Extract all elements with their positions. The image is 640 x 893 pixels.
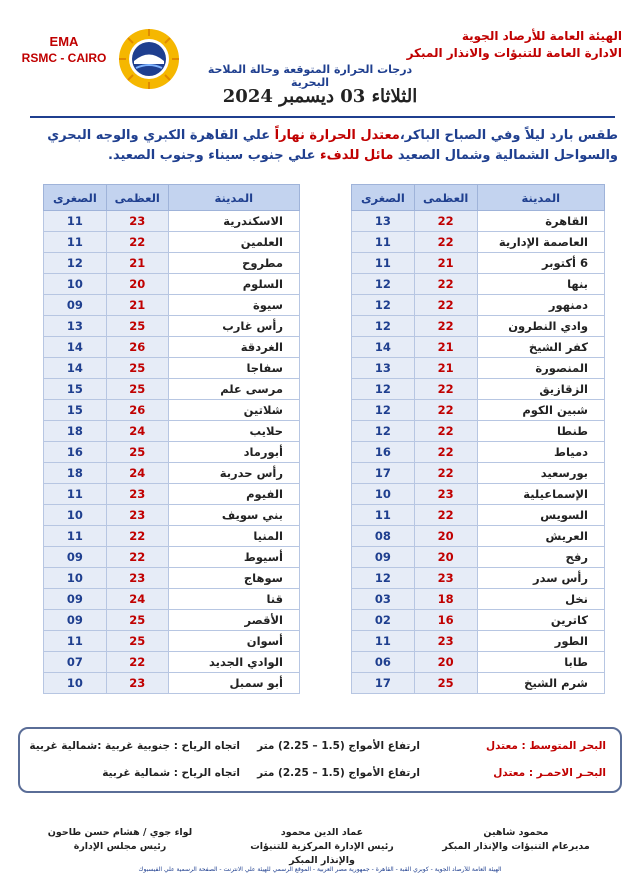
table-row <box>44 631 300 652</box>
signature-title: رئيس مجلس الإدارة <box>73 841 167 852</box>
table-row <box>44 526 300 547</box>
mediterranean-state: البحر المتوسط : معتدل <box>485 740 606 752</box>
table-row <box>44 337 300 358</box>
city-cell: الاسكندرية <box>168 211 299 232</box>
max-temp-cell: 24 <box>106 421 168 442</box>
city-cell: مطروح <box>168 253 299 274</box>
table-header-row <box>44 185 300 211</box>
min-temp-cell: 16 <box>44 442 107 463</box>
table-row <box>352 652 605 673</box>
table-row <box>44 295 300 316</box>
table-row <box>44 232 300 253</box>
weather-summary <box>18 126 618 166</box>
sea-conditions-box <box>18 727 622 793</box>
min-temp-cell: 09 <box>44 589 107 610</box>
city-cell: أبو سمبل <box>168 673 299 694</box>
max-temp-cell: 26 <box>106 400 168 421</box>
org-header <box>382 28 622 62</box>
city-cell: شرم الشيخ <box>477 673 604 694</box>
city-cell: رفح <box>477 547 604 568</box>
city-cell: دمنهور <box>477 295 604 316</box>
table-row <box>352 463 605 484</box>
city-cell: سيوة <box>168 295 299 316</box>
max-temp-cell: 21 <box>106 253 168 274</box>
city-cell: بني سويف <box>168 505 299 526</box>
city-cell: الطور <box>477 631 604 652</box>
table-row <box>352 253 605 274</box>
table-row <box>352 232 605 253</box>
max-temp-cell: 25 <box>414 673 477 694</box>
red-sea-waves: ارتفاع الأمواج (1.5 – 2.25) متر <box>257 767 420 779</box>
max-temp-cell: 24 <box>106 463 168 484</box>
max-temp-cell: 25 <box>106 442 168 463</box>
city-cell: الإسماعيلية <box>477 484 604 505</box>
max-temp-cell: 22 <box>414 400 477 421</box>
city-header: المدينة <box>477 185 604 211</box>
table-row <box>352 505 605 526</box>
signature-name: عماد الدين محمود <box>280 827 364 838</box>
min-temp-cell: 12 <box>44 253 107 274</box>
min-temp-cell: 11 <box>352 505 415 526</box>
min-temp-cell: 12 <box>352 379 415 400</box>
city-cell: بورسعيد <box>477 463 604 484</box>
max-temp-cell: 22 <box>414 295 477 316</box>
city-cell: مرسى علم <box>168 379 299 400</box>
ema-label <box>14 34 114 65</box>
city-cell: طنطا <box>477 421 604 442</box>
max-temp-cell: 20 <box>414 526 477 547</box>
city-cell: الفيوم <box>168 484 299 505</box>
signature-name: لواء جوي / هشام حسن طاحون <box>47 827 193 838</box>
min-temp-cell: 10 <box>44 505 107 526</box>
min-temp-cell: 14 <box>44 358 107 379</box>
mediterranean-wind: اتجاه الرياح : جنوبية غربية :شمالية غربية <box>29 740 240 752</box>
city-cell: دمياط <box>477 442 604 463</box>
red-sea-row <box>20 767 620 785</box>
footer-contact: الهيئة العامة للأرصاد الجوية - كوبري القبة - القاهرة - جمهورية مصر العربية - الموقع الرسمي للهيئة علي الانترنت - الصفحة الرسمية علي الفيسبوك <box>138 866 502 873</box>
city-cell: رأس غارب <box>168 316 299 337</box>
min-temp-cell: 09 <box>44 547 107 568</box>
signature-title: رئيس الإدارة المركزية للتنبؤات والإنذار المبكر <box>250 841 394 866</box>
table-row <box>352 400 605 421</box>
table-row <box>352 316 605 337</box>
table-row <box>352 211 605 232</box>
max-temp-cell: 25 <box>106 610 168 631</box>
max-temp-cell: 22 <box>106 232 168 253</box>
max-temp-cell: 23 <box>106 484 168 505</box>
table-row <box>352 274 605 295</box>
table-row <box>352 295 605 316</box>
max-temp-cell: 23 <box>414 484 477 505</box>
table-row <box>352 631 605 652</box>
signature-name: محمود شاهين <box>483 827 549 838</box>
city-cell: سفاجا <box>168 358 299 379</box>
max-temp-cell: 22 <box>414 379 477 400</box>
table-row <box>44 358 300 379</box>
city-cell: العريش <box>477 526 604 547</box>
min-temp-cell: 12 <box>352 400 415 421</box>
min-temp-cell: 13 <box>44 316 107 337</box>
max-temp-cell: 23 <box>106 211 168 232</box>
max-temp-cell: 22 <box>414 274 477 295</box>
table-row <box>44 379 300 400</box>
min-temp-cell: 12 <box>352 316 415 337</box>
min-temp-cell: 03 <box>352 589 415 610</box>
table-row <box>352 421 605 442</box>
city-cell: طابا <box>477 652 604 673</box>
city-cell: الزقازيق <box>477 379 604 400</box>
max-temp-cell: 22 <box>414 442 477 463</box>
min-header: الصغرى <box>352 185 415 211</box>
city-cell: وادي النطرون <box>477 316 604 337</box>
min-temp-cell: 10 <box>352 484 415 505</box>
table-row <box>44 400 300 421</box>
table-row <box>44 253 300 274</box>
dept-name: الادارة العامة للتنبؤات والانذار المبكر <box>406 46 622 60</box>
red-sea-state: البحـر الاحمـر : معتدل <box>493 767 606 779</box>
ema-abbrev: EMA <box>49 34 79 49</box>
ema-logo <box>118 28 180 90</box>
min-temp-cell: 11 <box>44 211 107 232</box>
min-temp-cell: 11 <box>352 631 415 652</box>
max-temp-cell: 21 <box>414 253 477 274</box>
table-row <box>352 358 605 379</box>
min-temp-cell: 15 <box>44 400 107 421</box>
signature-central-head <box>232 826 412 868</box>
max-temp-cell: 25 <box>106 379 168 400</box>
min-temp-cell: 12 <box>352 421 415 442</box>
table-row <box>352 442 605 463</box>
header-divider <box>30 116 615 118</box>
signature-forecast-director <box>426 826 606 854</box>
table-row <box>44 610 300 631</box>
max-temp-cell: 22 <box>414 211 477 232</box>
min-temp-cell: 11 <box>352 253 415 274</box>
temperature-table-left <box>43 184 300 694</box>
mediterranean-row <box>20 740 620 758</box>
table-row <box>352 547 605 568</box>
city-cell: نخل <box>477 589 604 610</box>
city-cell: قنا <box>168 589 299 610</box>
city-cell: رأس سدر <box>477 568 604 589</box>
city-cell: أبورماد <box>168 442 299 463</box>
min-temp-cell: 18 <box>44 421 107 442</box>
mediterranean-waves: ارتفاع الأمواج (1.5 – 2.25) متر <box>257 740 420 752</box>
max-temp-cell: 23 <box>414 568 477 589</box>
table-row <box>44 442 300 463</box>
max-temp-cell: 22 <box>106 526 168 547</box>
table-row <box>44 421 300 442</box>
table-row <box>44 568 300 589</box>
min-temp-cell: 11 <box>44 631 107 652</box>
city-cell: السويس <box>477 505 604 526</box>
max-temp-cell: 26 <box>106 337 168 358</box>
city-cell: العاصمة الإدارية <box>477 232 604 253</box>
min-temp-cell: 07 <box>44 652 107 673</box>
max-temp-cell: 20 <box>414 652 477 673</box>
min-temp-cell: 14 <box>44 337 107 358</box>
table-row <box>352 526 605 547</box>
max-temp-cell: 25 <box>106 631 168 652</box>
city-cell: كفر الشيخ <box>477 337 604 358</box>
min-temp-cell: 02 <box>352 610 415 631</box>
summary-part-1: طقس بارد ليلاً وفي الصباح الباكر، <box>399 128 618 143</box>
max-temp-cell: 20 <box>414 547 477 568</box>
max-temp-cell: 24 <box>106 589 168 610</box>
table-row <box>44 673 300 694</box>
temperature-table-right <box>351 184 605 694</box>
city-cell: رأس حدربة <box>168 463 299 484</box>
table-row <box>352 673 605 694</box>
min-temp-cell: 11 <box>44 526 107 547</box>
city-cell: شبين الكوم <box>477 400 604 421</box>
max-temp-cell: 23 <box>106 568 168 589</box>
table-row <box>44 211 300 232</box>
signature-title: مديرعام التنبؤات والإنذار المبكر <box>442 841 590 852</box>
city-cell: شلاتين <box>168 400 299 421</box>
table-row <box>352 379 605 400</box>
min-temp-cell: 06 <box>352 652 415 673</box>
rsmc-label: RSMC - CAIRO <box>21 51 107 65</box>
table-row <box>352 484 605 505</box>
table-row <box>352 610 605 631</box>
max-temp-cell: 23 <box>106 505 168 526</box>
max-temp-cell: 21 <box>414 337 477 358</box>
table-header-row <box>352 185 605 211</box>
city-cell: حلايب <box>168 421 299 442</box>
table-row <box>44 274 300 295</box>
table-row <box>352 337 605 358</box>
report-subtitle: درجات الحرارة المتوقعة وحالة الملاحة البحرية <box>207 63 413 89</box>
min-temp-cell: 11 <box>44 484 107 505</box>
city-cell: الوادي الجديد <box>168 652 299 673</box>
max-temp-cell: 23 <box>414 631 477 652</box>
signature-chairman <box>30 826 210 854</box>
red-sea-wind: اتجاه الرياح : شمالية غربية <box>102 767 240 779</box>
city-cell: الغردقة <box>168 337 299 358</box>
city-cell: المنصورة <box>477 358 604 379</box>
table-row <box>352 568 605 589</box>
min-temp-cell: 11 <box>44 232 107 253</box>
city-cell: الأقصر <box>168 610 299 631</box>
table-row <box>44 484 300 505</box>
max-temp-cell: 21 <box>414 358 477 379</box>
max-temp-cell: 22 <box>414 232 477 253</box>
max-temp-cell: 22 <box>106 652 168 673</box>
city-cell: أسيوط <box>168 547 299 568</box>
min-temp-cell: 08 <box>352 526 415 547</box>
table-row <box>44 463 300 484</box>
min-temp-cell: 10 <box>44 568 107 589</box>
max-temp-cell: 22 <box>414 316 477 337</box>
summary-part-4: مائل للدفء <box>320 148 394 163</box>
city-cell: أسوان <box>168 631 299 652</box>
min-temp-cell: 10 <box>44 274 107 295</box>
city-header: المدينة <box>168 185 299 211</box>
max-temp-cell: 25 <box>106 358 168 379</box>
min-temp-cell: 13 <box>352 211 415 232</box>
min-temp-cell: 10 <box>44 673 107 694</box>
table-row <box>44 316 300 337</box>
city-cell: السلوم <box>168 274 299 295</box>
max-temp-cell: 18 <box>414 589 477 610</box>
min-temp-cell: 18 <box>44 463 107 484</box>
summary-part-2: معتدل الحرارة نهاراً <box>274 128 400 143</box>
table-row <box>44 505 300 526</box>
city-cell: القاهرة <box>477 211 604 232</box>
table-row <box>44 652 300 673</box>
min-temp-cell: 17 <box>352 463 415 484</box>
min-temp-cell: 16 <box>352 442 415 463</box>
min-temp-cell: 12 <box>352 295 415 316</box>
max-temp-cell: 23 <box>106 673 168 694</box>
max-temp-cell: 16 <box>414 610 477 631</box>
city-cell: 6 أكتوبر <box>477 253 604 274</box>
min-temp-cell: 09 <box>44 610 107 631</box>
city-cell: بنها <box>477 274 604 295</box>
min-temp-cell: 17 <box>352 673 415 694</box>
max-temp-cell: 25 <box>106 316 168 337</box>
min-temp-cell: 12 <box>352 274 415 295</box>
city-cell: المنيا <box>168 526 299 547</box>
summary-part-3: علي القاهرة الكبري والوجه البحري والسواحل الشمالية وشمال الصعيد <box>47 128 618 163</box>
table-row <box>44 589 300 610</box>
max-temp-cell: 20 <box>106 274 168 295</box>
table-row <box>44 547 300 568</box>
max-temp-cell: 22 <box>106 547 168 568</box>
min-temp-cell: 12 <box>352 568 415 589</box>
city-cell: العلمين <box>168 232 299 253</box>
report-date: الثلاثاء 03 ديسمبر 2024 <box>222 86 418 107</box>
min-temp-cell: 11 <box>352 232 415 253</box>
min-temp-cell: 09 <box>352 547 415 568</box>
min-temp-cell: 15 <box>44 379 107 400</box>
max-header: العظمى <box>414 185 477 211</box>
max-temp-cell: 22 <box>414 463 477 484</box>
min-temp-cell: 13 <box>352 358 415 379</box>
city-cell: سوهاج <box>168 568 299 589</box>
min-temp-cell: 09 <box>44 295 107 316</box>
summary-part-5: علي جنوب سيناء وجنوب الصعيد. <box>108 148 320 163</box>
org-name: الهيئة العامة للأرصاد الجوية <box>461 29 622 43</box>
max-temp-cell: 21 <box>106 295 168 316</box>
max-header: العظمى <box>106 185 168 211</box>
max-temp-cell: 22 <box>414 421 477 442</box>
min-temp-cell: 14 <box>352 337 415 358</box>
table-row <box>352 589 605 610</box>
max-temp-cell: 22 <box>414 505 477 526</box>
city-cell: كاترين <box>477 610 604 631</box>
min-header: الصغرى <box>44 185 107 211</box>
